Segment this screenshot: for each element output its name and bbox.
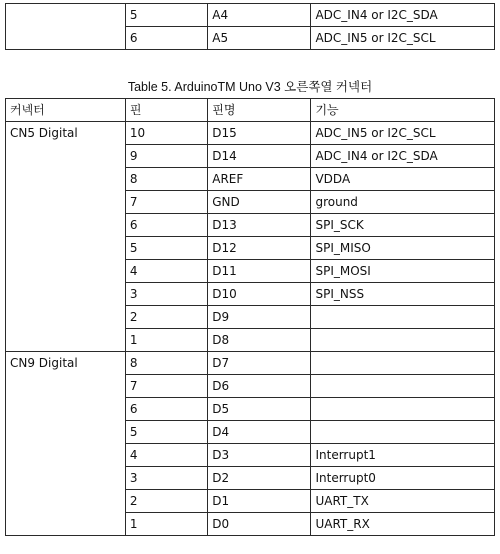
pin-name-cell: GND	[208, 191, 311, 214]
pin-name-cell: D8	[208, 329, 311, 352]
pin-cell: 8	[125, 352, 207, 375]
pin-cell: 1	[125, 329, 207, 352]
pin-cell: 4	[125, 260, 207, 283]
pin-name-cell: D3	[208, 444, 311, 467]
function-cell	[311, 329, 495, 352]
function-cell: Interrupt0	[311, 467, 495, 490]
pin-cell: 7	[125, 191, 207, 214]
header-pin: 핀	[125, 99, 207, 122]
pin-cell: 8	[125, 168, 207, 191]
function-cell	[311, 352, 495, 375]
pin-cell: 10	[125, 122, 207, 145]
pin-name-cell: D4	[208, 421, 311, 444]
connector-cell: CN5 Digital	[6, 122, 126, 352]
function-cell: ADC_IN4 or I2C_SDA	[311, 4, 495, 27]
function-cell: ADC_IN4 or I2C_SDA	[311, 145, 495, 168]
previous-table-continuation	[5, 3, 495, 50]
pin-name-cell: D9	[208, 306, 311, 329]
header-connector: 커넥터	[6, 99, 126, 122]
pin-cell: 5	[125, 4, 207, 27]
function-cell: SPI_MOSI	[311, 260, 495, 283]
function-cell: SPI_SCK	[311, 214, 495, 237]
connector-cell	[6, 4, 126, 50]
pin-cell: 6	[125, 398, 207, 421]
header-pin-name: 핀명	[208, 99, 311, 122]
pin-name-cell: D6	[208, 375, 311, 398]
pin-name-cell: D1	[208, 490, 311, 513]
pin-name-cell: A4	[208, 4, 311, 27]
connector-table	[5, 98, 495, 536]
pin-cell: 1	[125, 513, 207, 536]
table-body	[6, 122, 495, 536]
pin-name-cell: D10	[208, 283, 311, 306]
pin-cell: 2	[125, 490, 207, 513]
pin-cell: 7	[125, 375, 207, 398]
pin-cell: 6	[125, 214, 207, 237]
function-cell: SPI_NSS	[311, 283, 495, 306]
pin-cell: 5	[125, 237, 207, 260]
pin-name-cell: D5	[208, 398, 311, 421]
pin-name-cell: D12	[208, 237, 311, 260]
function-cell	[311, 421, 495, 444]
function-cell	[311, 398, 495, 421]
pin-cell: 3	[125, 467, 207, 490]
connector-cell: CN9 Digital	[6, 352, 126, 536]
pin-cell: 5	[125, 421, 207, 444]
pin-name-cell: D7	[208, 352, 311, 375]
pin-name-cell: A5	[208, 27, 311, 50]
pin-name-cell: D15	[208, 122, 311, 145]
pin-cell: 6	[125, 27, 207, 50]
function-cell	[311, 306, 495, 329]
header-function: 기능	[311, 99, 495, 122]
pin-cell: 4	[125, 444, 207, 467]
table-row	[6, 352, 495, 375]
table-row	[6, 4, 495, 27]
pin-cell: 9	[125, 145, 207, 168]
pin-name-cell: D11	[208, 260, 311, 283]
function-cell: Interrupt1	[311, 444, 495, 467]
function-cell: UART_TX	[311, 490, 495, 513]
table-row	[6, 122, 495, 145]
table-caption: Table 5. ArduinoTM Uno V3 오른쪽열 커넥터	[127, 80, 373, 94]
pin-name-cell: D2	[208, 467, 311, 490]
function-cell: ADC_IN5 or I2C_SCL	[311, 27, 495, 50]
pin-name-cell: D0	[208, 513, 311, 536]
function-cell: SPI_MISO	[311, 237, 495, 260]
function-cell: ADC_IN5 or I2C_SCL	[311, 122, 495, 145]
function-cell: VDDA	[311, 168, 495, 191]
pin-name-cell: D14	[208, 145, 311, 168]
function-cell: ground	[311, 191, 495, 214]
pin-cell: 2	[125, 306, 207, 329]
function-cell: UART_RX	[311, 513, 495, 536]
pin-cell: 3	[125, 283, 207, 306]
function-cell	[311, 375, 495, 398]
table-header-row	[6, 99, 495, 122]
pin-name-cell: D13	[208, 214, 311, 237]
pin-name-cell: AREF	[208, 168, 311, 191]
